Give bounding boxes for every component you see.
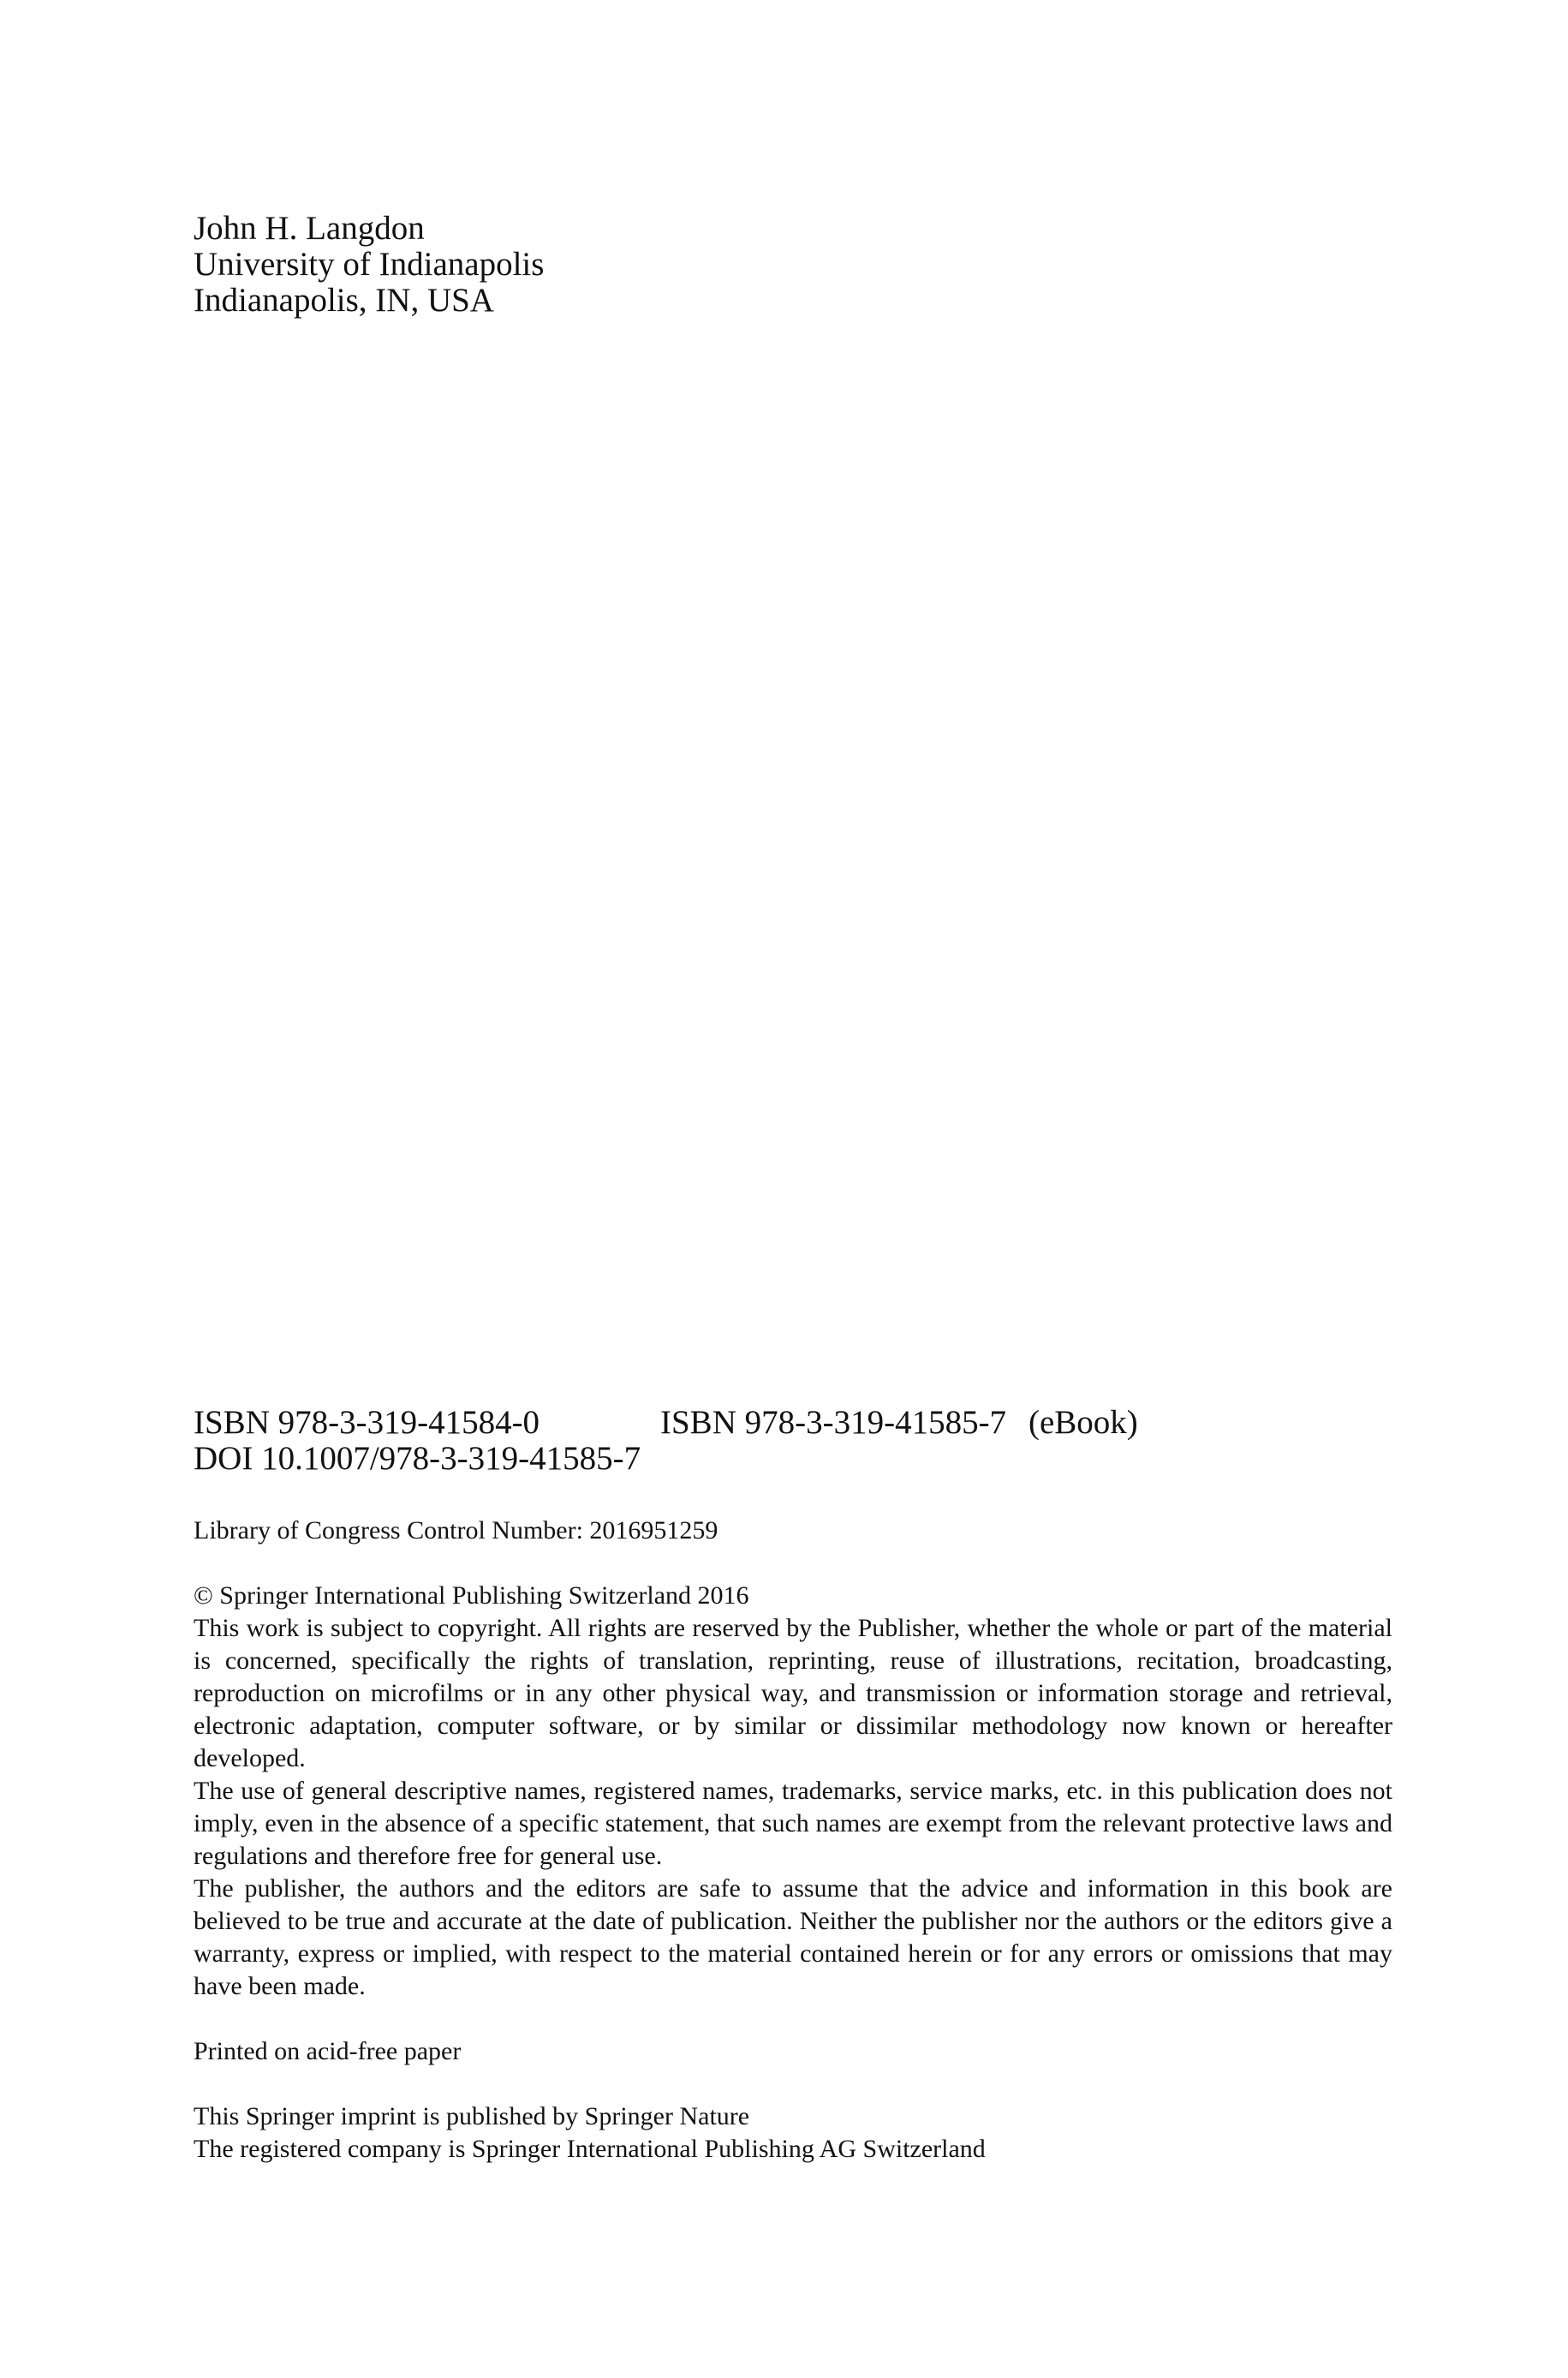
author-affiliation: University of Indianapolis (194, 246, 545, 283)
printed-note: Printed on acid-free paper (194, 2037, 462, 2065)
imprint-line-1: This Springer imprint is published by Springer Nature (194, 2102, 750, 2130)
imprint-line-2: The registered company is Springer International Publishing AG Switzerland (194, 2135, 986, 2163)
warranty-paragraph: The publisher, the authors and the editors are safe to assume that the advice and information in this book are believed to be true and accurate at the date of publication. Neither the publisher nor the authors or the editors give a warranty, express or implied, with respect to the material contained herein or for any errors or omissions that may have been made. (194, 1874, 1392, 2000)
author-name: John H. Langdon (194, 210, 425, 247)
imprint-block (194, 2100, 1392, 2166)
isbn-row (194, 1404, 1138, 1441)
copyright-line: © Springer International Publishing Switzerland 2016 (194, 1581, 749, 1610)
isbn-ebook: ISBN 978-3-319-41585-7 (660, 1404, 1007, 1441)
doi: DOI 10.1007/978-3-319-41585-7 (194, 1440, 641, 1477)
names-paragraph: The use of general descriptive names, registered names, trademarks, service marks, etc. in this publication does not imply, even in the absence of a specific statement, that such names are exempt from the relevant protective laws and regulations and therefore free for general use. (194, 1777, 1392, 1870)
rights-paragraph: This work is subject to copyright. All rights are reserved by the Publisher, whether the whole or part of the material is concerned, specifically the rights of translation, reprinting, reuse of illustrations, recitation, broadcasting, reproduction on microfilms or in any other physical way, and transmission or information storage and retrieval, electronic adaptation, computer software, or by similar or dissimilar methodology now known or hereafter developed. (194, 1614, 1392, 1772)
legal-block (194, 1515, 1392, 2166)
isbn-print: ISBN 978-3-319-41584-0 (194, 1404, 540, 1441)
author-block (194, 211, 544, 319)
identifiers-block (194, 1404, 1138, 1477)
lccn: Library of Congress Control Number: 2016951259 (194, 1516, 718, 1545)
isbn-ebook-label: (eBook) (1028, 1404, 1138, 1441)
author-location: Indianapolis, IN, USA (194, 282, 494, 319)
